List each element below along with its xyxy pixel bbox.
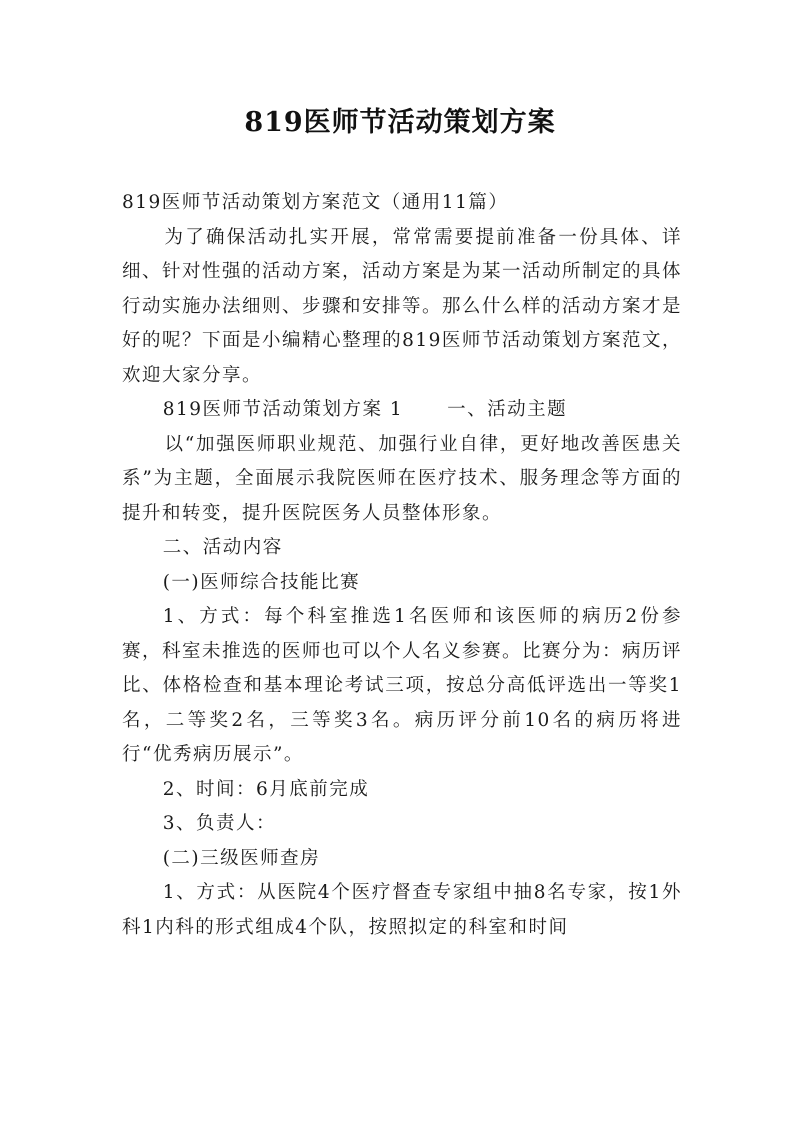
- plan-label: 819医师节活动策划方案 1: [162, 399, 404, 420]
- subsection-heading-2: (二)三级医师查房: [162, 847, 321, 869]
- theme-paragraph: 以“加强医师职业规范、加强行业自律，更好地改善医患关系”为主题，全面展示我院医师在医疗技术、服务理念等方面的提升和转变，提升医院医务人员整体形象。: [122, 433, 682, 524]
- method-paragraph-1: 1、方式：每个科室推选1名医师和该医师的病历2份参赛，科室未推选的医师也可以个人名义参赛。比赛分为：病历评比、体格检查和基本理论考试三项，按总分高低评选出一等奖1名，二等奖2名，三等奖3名。病历评分前10名的病历将进行“优秀病历展示”。: [122, 606, 683, 765]
- method-paragraph-2: 1、方式：从医院4个医疗督查专家组中抽8名专家，按1外科1内科的形式组成4个队，按照拟定的科室和时间: [122, 882, 682, 938]
- subsection-heading-1: (一)医师综合技能比赛: [162, 571, 361, 593]
- document-subtitle: 819医师节活动策划方案范文（通用11篇）: [122, 192, 509, 213]
- page-title: 819医师节活动策划方案: [244, 107, 556, 138]
- intro-paragraph: 为了确保活动扎实开展，常常需要提前准备一份具体、详细、针对性强的活动方案，活动方案是为某一活动所制定的具体行动实施办法细则、步骤和安排等。那么什么样的活动方案才是好的呢？下面是小编精心整理的819医师节活动策划方案范文，欢迎大家分享。: [122, 226, 683, 386]
- document-body: [122, 186, 682, 945]
- theme-label: 一、活动主题: [447, 399, 568, 420]
- responsible-paragraph: 3、负责人：: [162, 813, 276, 834]
- time-paragraph: 2、时间：6月底前完成: [162, 778, 370, 800]
- section-heading-line: [122, 393, 682, 428]
- content-heading: 二、活动内容: [162, 537, 283, 558]
